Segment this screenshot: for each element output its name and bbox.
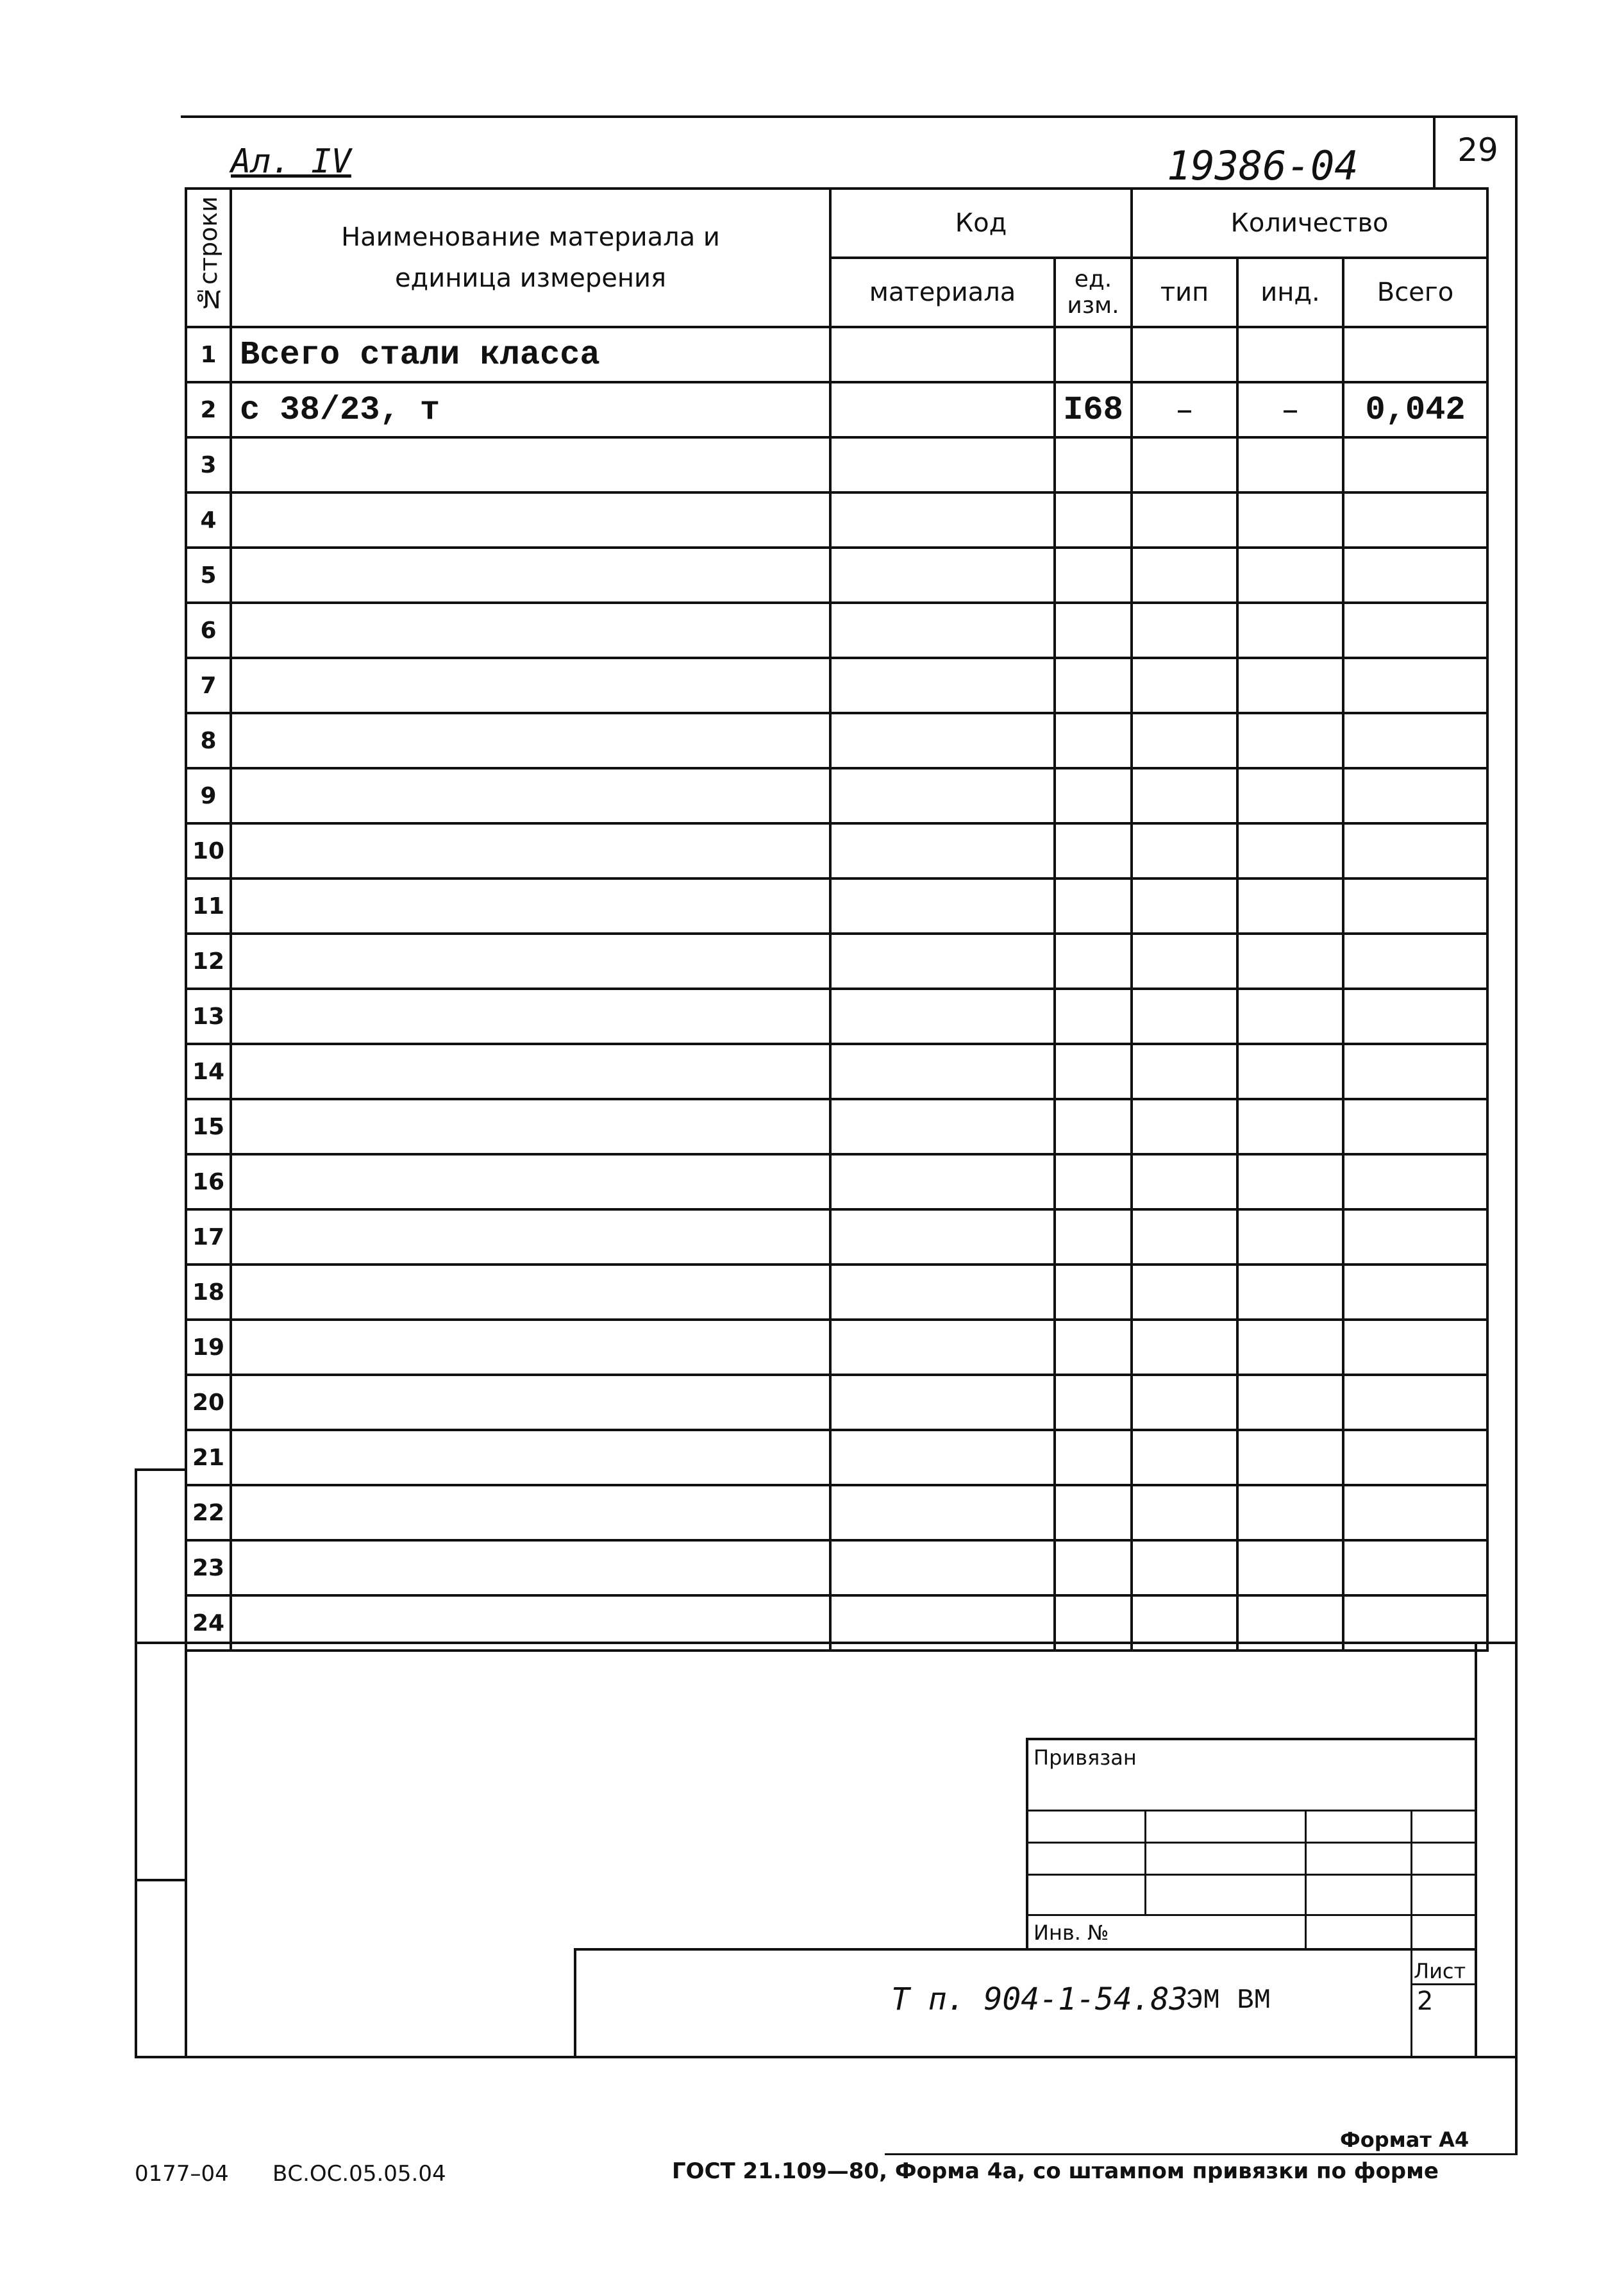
lower-frame-top [135, 1642, 1516, 1644]
table-row [186, 768, 1487, 823]
qty-type [1132, 768, 1237, 823]
qty-type [1132, 1485, 1237, 1540]
table-row [186, 989, 1487, 1044]
material-code [830, 492, 1055, 548]
material-code [830, 603, 1055, 658]
row-number: 20 [186, 1375, 231, 1430]
qty-type [1132, 492, 1237, 548]
footer-left-code2: ВС.ОС.05.05.04 [272, 2161, 446, 2187]
table-row [186, 1540, 1487, 1595]
qty-type [1132, 603, 1237, 658]
table-row [186, 1430, 1487, 1485]
row-number: 17 [186, 1209, 231, 1265]
bound-row-1 [1026, 1810, 1475, 1811]
unit-code [1055, 1265, 1132, 1320]
qty-ind [1237, 1540, 1343, 1595]
table-row [186, 548, 1487, 603]
unit-code [1055, 1375, 1132, 1430]
bound-col-2 [1305, 1810, 1307, 1949]
material-name [231, 1540, 830, 1595]
qty-ind [1237, 1320, 1343, 1375]
page-number: 29 [1457, 131, 1498, 169]
qty-type [1132, 989, 1237, 1044]
row-number: 19 [186, 1320, 231, 1375]
material-name [231, 713, 830, 768]
table-row [186, 1044, 1487, 1099]
row-number-header: №строки [186, 189, 231, 327]
material-name [231, 934, 830, 989]
code-header: Код [830, 189, 1132, 258]
qty-ind [1237, 1265, 1343, 1320]
unit-code [1055, 658, 1132, 713]
binding-strip-inner [185, 1642, 187, 2057]
unit-code [1055, 989, 1132, 1044]
material-code [830, 1320, 1055, 1375]
qty-ind [1237, 492, 1343, 548]
table-row [186, 1485, 1487, 1540]
material-name [231, 603, 830, 658]
qty-type [1132, 327, 1237, 382]
bound-row-3 [1026, 1874, 1475, 1876]
qty-ind [1237, 1375, 1343, 1430]
table-row [186, 658, 1487, 713]
unit-code [1055, 1099, 1132, 1154]
unit-code [1055, 492, 1132, 548]
material-name [231, 1099, 830, 1154]
material-code [830, 1540, 1055, 1595]
qty-ind [1237, 1099, 1343, 1154]
page-number-box-right [1515, 115, 1518, 2155]
qty-total [1343, 1044, 1487, 1099]
bound-label: Привязан [1034, 1745, 1137, 1770]
material-code [830, 934, 1055, 989]
lower-frame-bottom [135, 2056, 1516, 2058]
unit-code [1055, 823, 1132, 878]
table-row [186, 1320, 1487, 1375]
binding-strip-left [135, 1468, 137, 2057]
qty-total [1343, 1540, 1487, 1595]
bound-row-4 [1026, 1914, 1475, 1916]
qty-ind [1237, 327, 1343, 382]
qty-ind [1237, 1044, 1343, 1099]
row-number: 9 [186, 768, 231, 823]
qty-total [1343, 437, 1487, 492]
table-row [186, 1265, 1487, 1320]
unit-code [1055, 548, 1132, 603]
material-code [830, 1430, 1055, 1485]
qty-total [1343, 1375, 1487, 1430]
table-row [186, 823, 1487, 878]
qty-type: – [1132, 382, 1237, 437]
material-code [830, 989, 1055, 1044]
footer-rule [885, 2153, 1518, 2155]
qty-total [1343, 327, 1487, 382]
table-row [186, 382, 1487, 437]
table-row [186, 1154, 1487, 1209]
material-code [830, 1099, 1055, 1154]
row-number: 21 [186, 1430, 231, 1485]
qty-ind [1237, 1154, 1343, 1209]
title-block-left [574, 1948, 576, 2057]
qty-total [1343, 823, 1487, 878]
qty-ind [1237, 603, 1343, 658]
qty-total [1343, 768, 1487, 823]
material-name: Всего стали класса [231, 327, 830, 382]
table-row [186, 878, 1487, 934]
material-code [830, 823, 1055, 878]
qty-ind [1237, 1485, 1343, 1540]
qty-total [1343, 934, 1487, 989]
qty-total-header: Всего [1343, 258, 1487, 327]
row-number: 5 [186, 548, 231, 603]
qty-type [1132, 934, 1237, 989]
qty-ind [1237, 713, 1343, 768]
qty-type [1132, 1375, 1237, 1430]
unit-code [1055, 713, 1132, 768]
qty-type [1132, 1320, 1237, 1375]
material-code [830, 548, 1055, 603]
qty-total [1343, 603, 1487, 658]
row-number: 14 [186, 1044, 231, 1099]
table-row [186, 934, 1487, 989]
material-name [231, 1430, 830, 1485]
material-name [231, 548, 830, 603]
qty-type [1132, 823, 1237, 878]
unit-code [1055, 1044, 1132, 1099]
unit-code [1055, 603, 1132, 658]
sheet-value: 2 [1417, 1987, 1434, 2016]
row-number: 22 [186, 1485, 231, 1540]
material-name [231, 1209, 830, 1265]
footer-left-code: 0177–04 [135, 2161, 229, 2187]
row-number: 16 [186, 1154, 231, 1209]
binding-strip-mid [135, 1879, 186, 1881]
unit-code [1055, 1209, 1132, 1265]
lower-frame-right [1475, 1642, 1477, 2057]
unit-code: I68 [1055, 382, 1132, 437]
material-name [231, 768, 830, 823]
material-name [231, 1265, 830, 1320]
row-number: 23 [186, 1540, 231, 1595]
material-code [830, 1044, 1055, 1099]
qty-ind-header: инд. [1237, 258, 1343, 327]
qty-ind [1237, 548, 1343, 603]
row-number: 1 [186, 327, 231, 382]
qty-total: 0,042 [1343, 382, 1487, 437]
sheet-cell-divider [1411, 1983, 1475, 1985]
table-row [186, 492, 1487, 548]
unit-code [1055, 1154, 1132, 1209]
materials-table [185, 187, 1489, 1652]
qty-type [1132, 1430, 1237, 1485]
qty-ind [1237, 934, 1343, 989]
qty-total [1343, 1154, 1487, 1209]
qty-type [1132, 1154, 1237, 1209]
material-name [231, 492, 830, 548]
designation: Т п. 904-1-54.83 [891, 1981, 1188, 2017]
unit-code [1055, 437, 1132, 492]
qty-type [1132, 658, 1237, 713]
row-number: 12 [186, 934, 231, 989]
unit-code [1055, 1430, 1132, 1485]
binding-strip-top [135, 1468, 186, 1471]
material-code [830, 768, 1055, 823]
qty-total [1343, 1485, 1487, 1540]
bound-row-2 [1026, 1842, 1475, 1844]
row-number: 11 [186, 878, 231, 934]
qty-total [1343, 1430, 1487, 1485]
bound-stamp-top [1026, 1738, 1475, 1740]
title-block-top [574, 1948, 1475, 1951]
material-code [830, 1154, 1055, 1209]
row-number: 10 [186, 823, 231, 878]
material-code [830, 382, 1055, 437]
qty-total [1343, 989, 1487, 1044]
row-number: 13 [186, 989, 231, 1044]
qty-ind [1237, 658, 1343, 713]
material-code [830, 1209, 1055, 1265]
material-name [231, 823, 830, 878]
unit-code [1055, 327, 1132, 382]
table-row [186, 437, 1487, 492]
material-code [830, 713, 1055, 768]
top-rule [181, 115, 1518, 118]
qty-total [1343, 492, 1487, 548]
material-name [231, 1044, 830, 1099]
page-number-box-left [1433, 115, 1436, 187]
material-name [231, 1320, 830, 1375]
bound-col-1 [1144, 1810, 1146, 1914]
table-row [186, 713, 1487, 768]
row-number: 4 [186, 492, 231, 548]
qty-type [1132, 713, 1237, 768]
qty-ind [1237, 878, 1343, 934]
qty-type [1132, 1044, 1237, 1099]
material-name [231, 878, 830, 934]
qty-total [1343, 1265, 1487, 1320]
material-name [231, 437, 830, 492]
qty-ind [1237, 768, 1343, 823]
material-name: с 38/23, т [231, 382, 830, 437]
qty-type [1132, 1540, 1237, 1595]
row-number: 3 [186, 437, 231, 492]
table-row [186, 1099, 1487, 1154]
quantity-header: Количество [1132, 189, 1487, 258]
qty-total [1343, 548, 1487, 603]
table-row [186, 1209, 1487, 1265]
unit-code [1055, 1540, 1132, 1595]
bound-col-3 [1411, 1810, 1412, 2058]
qty-type [1132, 437, 1237, 492]
qty-type [1132, 1099, 1237, 1154]
qty-ind [1237, 1430, 1343, 1485]
row-number: 15 [186, 1099, 231, 1154]
row-number: 6 [186, 603, 231, 658]
code-unit-header: ед. изм. [1055, 258, 1132, 327]
unit-code [1055, 934, 1132, 989]
sheet-roman: Ал. IV [231, 142, 351, 181]
qty-type-header: тип [1132, 258, 1237, 327]
material-code [830, 658, 1055, 713]
name-header: Наименование материала и единица измерения [231, 189, 830, 327]
table-row [186, 603, 1487, 658]
qty-total [1343, 878, 1487, 934]
qty-ind [1237, 437, 1343, 492]
inv-label: Инв. № [1034, 1920, 1109, 1945]
qty-total [1343, 1099, 1487, 1154]
material-name [231, 989, 830, 1044]
material-name [231, 1154, 830, 1209]
qty-type [1132, 1209, 1237, 1265]
material-name [231, 1375, 830, 1430]
qty-ind [1237, 1209, 1343, 1265]
material-name [231, 1485, 830, 1540]
qty-ind [1237, 823, 1343, 878]
qty-total [1343, 1320, 1487, 1375]
material-code [830, 1265, 1055, 1320]
row-number: 2 [186, 382, 231, 437]
row-number: 7 [186, 658, 231, 713]
qty-type [1132, 1265, 1237, 1320]
unit-code [1055, 768, 1132, 823]
format-label: Формат А4 [1340, 2128, 1469, 2152]
code-material-header: материала [830, 258, 1055, 327]
qty-total [1343, 1209, 1487, 1265]
qty-ind: – [1237, 382, 1343, 437]
table-row [186, 1375, 1487, 1430]
sheet-label: Лист [1414, 1959, 1466, 1983]
material-name [231, 658, 830, 713]
table-row [186, 327, 1487, 382]
footer-gost: ГОСТ 21.109—80, Форма 4а, со штампом привязки по форме [672, 2158, 1439, 2184]
material-code [830, 878, 1055, 934]
unit-code [1055, 1320, 1132, 1375]
row-number: 18 [186, 1265, 231, 1320]
qty-type [1132, 878, 1237, 934]
material-code [830, 327, 1055, 382]
unit-code [1055, 878, 1132, 934]
unit-code [1055, 1485, 1132, 1540]
row-number: 24 [186, 1595, 231, 1651]
material-code [830, 437, 1055, 492]
qty-total [1343, 658, 1487, 713]
section-code: ЭМ ВМ [1186, 1985, 1271, 2017]
document-number: 19386-04 [1167, 142, 1359, 189]
qty-ind [1237, 989, 1343, 1044]
bound-stamp-left [1026, 1738, 1028, 1949]
material-code [830, 1375, 1055, 1430]
qty-type [1132, 548, 1237, 603]
row-number: 8 [186, 713, 231, 768]
qty-total [1343, 713, 1487, 768]
material-code [830, 1485, 1055, 1540]
